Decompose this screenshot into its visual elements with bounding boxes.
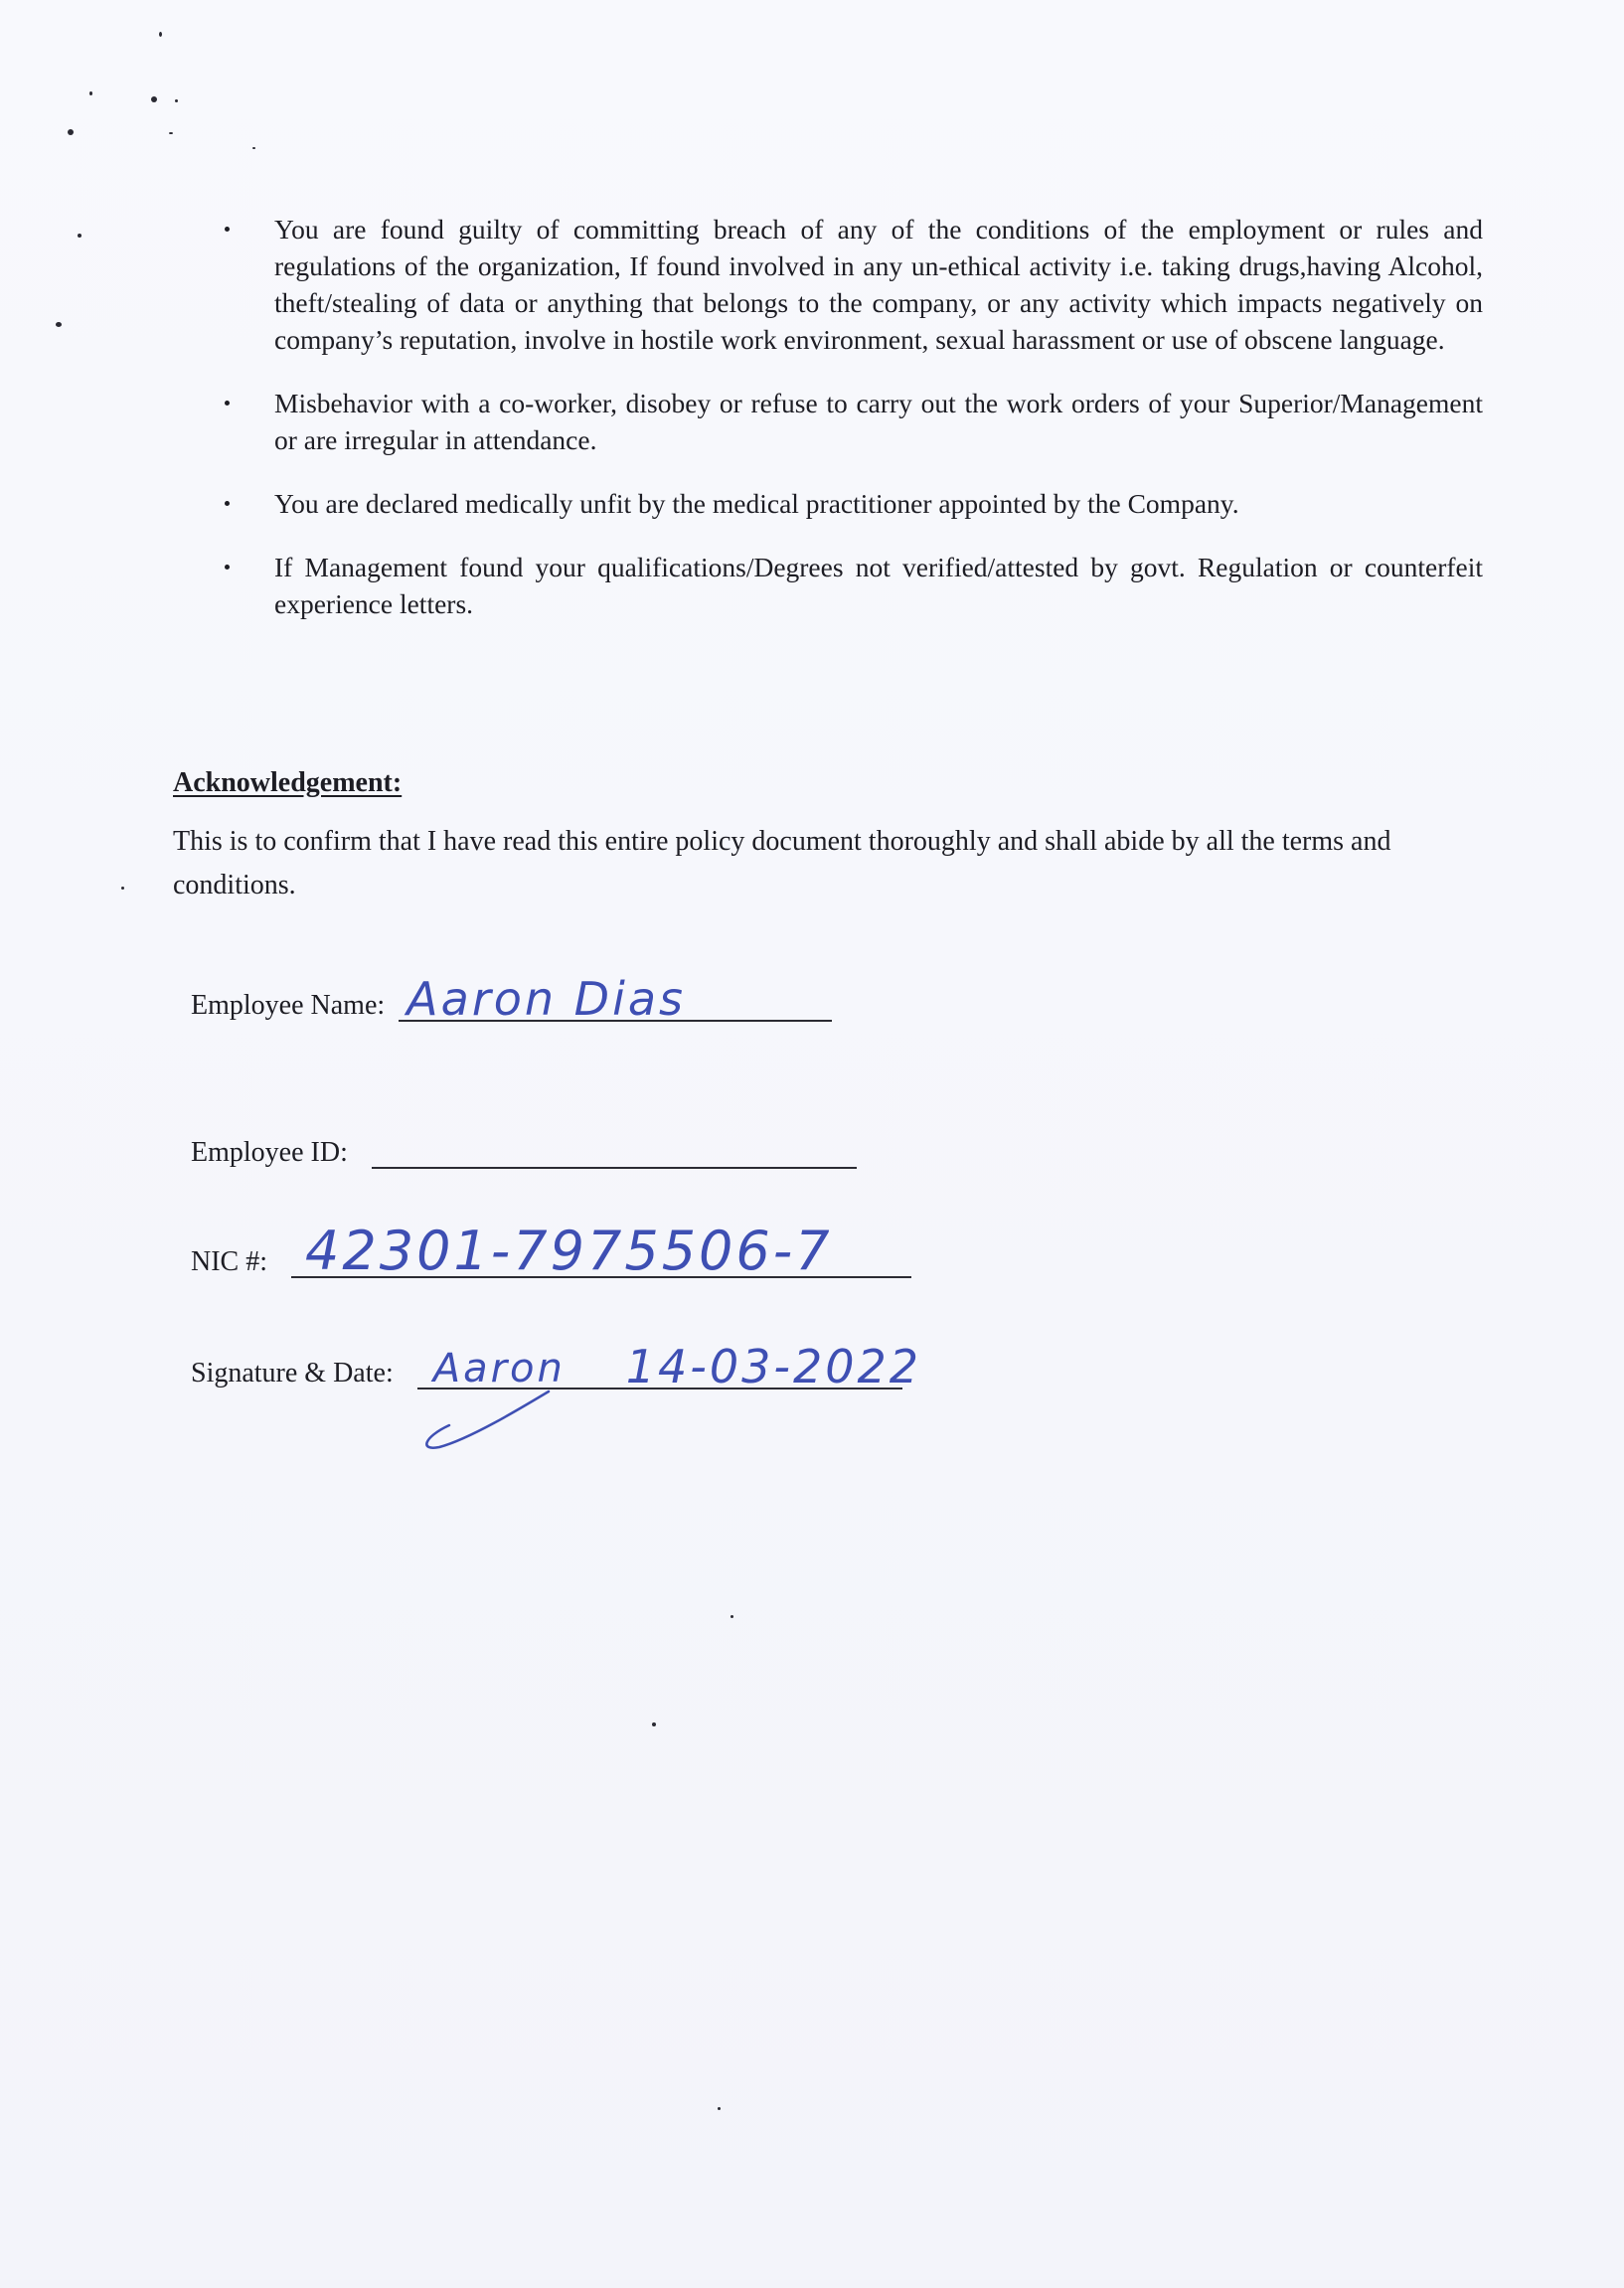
employee-name-line[interactable] [399, 964, 832, 1026]
nic-line[interactable] [291, 1220, 911, 1282]
scan-speck [169, 132, 173, 134]
employee-name-label: Employee Name: [191, 990, 386, 1021]
employee-name-handwritten: Aaron Dias [406, 972, 686, 1026]
scan-speck [718, 2107, 721, 2110]
scan-speck [89, 91, 92, 95]
bullet-icon [225, 401, 230, 406]
list-item [221, 385, 1483, 458]
acknowledgement-heading: Acknowledgement: [173, 767, 403, 798]
scan-speck [652, 1722, 656, 1726]
employee-id-line[interactable] [372, 1111, 857, 1169]
policy-conditions-list [221, 211, 1483, 649]
employee-id-label: Employee ID: [191, 1137, 348, 1168]
bullet-icon [225, 501, 230, 506]
scan-speck [78, 234, 81, 238]
nic-handwritten: 42301-7975506-7 [305, 1220, 833, 1282]
condition-text: You are declared medically unfit by the medical practitioner appointed by the Company. [274, 488, 1239, 519]
employee-id-field [191, 1111, 857, 1169]
signature-handwritten: Aaron [432, 1346, 566, 1391]
signature-date-line[interactable] [417, 1332, 922, 1393]
list-item [221, 549, 1483, 622]
scan-speck [121, 887, 124, 890]
scan-speck [252, 147, 255, 149]
scan-speck [56, 322, 62, 327]
condition-text: Misbehavior with a co-worker, disobey or refuse to carry out the work orders of your Superior/Management or are irregular in attendance. [274, 388, 1483, 455]
scan-speck [68, 129, 74, 135]
condition-text: If Management found your qualifications/Degrees not verified/attested by govt. Regulation or counterfeit experience letters. [274, 552, 1483, 619]
scan-speck [151, 96, 157, 102]
scan-speck [175, 99, 178, 102]
signature-date-label: Signature & Date: [191, 1358, 394, 1389]
scan-speck [731, 1615, 733, 1618]
list-item [221, 485, 1483, 522]
bullet-icon [225, 565, 230, 570]
nic-field [191, 1220, 911, 1282]
signature-date-field [191, 1332, 922, 1393]
list-item [221, 211, 1483, 358]
signature-date-handwritten: 14-03-2022 [625, 1340, 922, 1393]
bullet-icon [225, 227, 230, 232]
nic-label: NIC #: [191, 1246, 267, 1277]
acknowledgement-text: This is to confirm that I have read this entire policy document thoroughly and shall abide by all the terms and conditions. [173, 826, 1391, 900]
condition-text: You are found guilty of committing breach of any of the conditions of the employment or rules and regulations of the organization, If found involved in any un-ethical activity i.e. taking drugs,having Alcohol, theft/stealing of data or anything that belongs to the company, or any activity which impacts negatively on company’s reputation, involve in hostile work environment, sexual harassment or use of obscene language. [274, 214, 1483, 355]
signature-flourish-icon [419, 1334, 578, 1453]
scan-speck [159, 32, 162, 37]
employee-name-field [191, 964, 832, 1026]
